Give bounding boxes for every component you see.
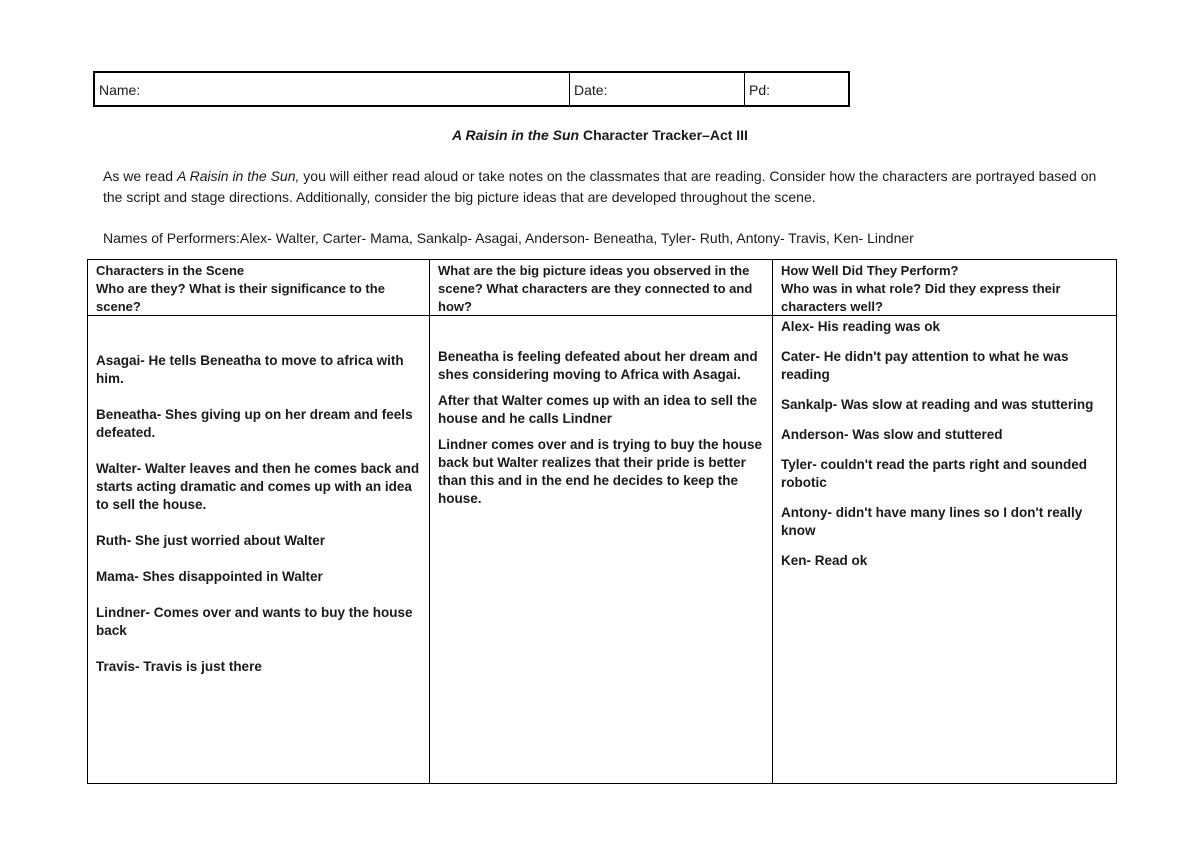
page-title (0, 127, 1200, 143)
period-field[interactable] (745, 73, 848, 105)
intro-book-name: A Raisin in the Sun, (176, 168, 300, 184)
performance-column (773, 260, 1116, 783)
performance-entry: Anderson- Was slow and stuttered (781, 427, 1003, 442)
characters-header-text: Characters in the Scene Who are they? What is their significance to the scene? (96, 263, 385, 314)
idea-entry: Beneatha is feeling defeated about her dream and shes considering moving to Africa with Asagai. (438, 349, 758, 382)
performance-header-text: How Well Did They Perform? Who was in what role? Did they express their characters well? (781, 263, 1061, 314)
characters-column-header (88, 260, 429, 316)
name-label: Name: (99, 82, 141, 98)
period-label: Pd: (749, 82, 771, 98)
character-entry: Beneatha- Shes giving up on her dream and feels defeated. (96, 407, 413, 440)
character-entry: Mama- Shes disappointed in Walter (96, 569, 323, 584)
characters-column-body[interactable] (88, 316, 429, 676)
character-entry: Ruth- She just worried about Walter (96, 533, 326, 548)
ideas-header-text: What are the big picture ideas you observed in the scene? What characters are they connected to and how? (438, 263, 753, 314)
character-entry: Walter- Walter leaves and then he comes back and starts acting dramatic and comes up with an idea to sell the house. (96, 461, 420, 512)
performance-entry: Antony- didn't have many lines so I don't really know (781, 505, 1083, 538)
student-info-table (93, 71, 850, 107)
title-rest: Character Tracker–Act III (579, 127, 748, 143)
title-book-name: A Raisin in the Sun (452, 127, 580, 143)
performance-entry: Sankalp- Was slow at reading and was stuttering (781, 397, 1094, 412)
date-label: Date: (574, 82, 608, 98)
performance-column-body[interactable] (773, 316, 1116, 570)
character-entry: Asagai- He tells Beneatha to move to africa with him. (96, 353, 404, 386)
performance-entry: Alex- His reading was ok (781, 319, 941, 334)
intro-before: As we read (103, 168, 177, 184)
name-field[interactable] (95, 73, 570, 105)
performance-entry: Ken- Read ok (781, 553, 868, 568)
character-entry: Travis- Travis is just there (96, 659, 262, 674)
idea-entry: After that Walter comes up with an idea to sell the house and he calls Lindner (438, 393, 758, 426)
performers-line: Names of Performers:Alex- Walter, Carter- Mama, Sankalp- Asagai, Anderson- Beneatha, Tyler- Ruth, Antony- Travis, Ken- Lindner (103, 230, 914, 246)
character-entry: Lindner- Comes over and wants to buy the house back (96, 605, 413, 638)
ideas-column (430, 260, 773, 783)
ideas-column-header (430, 260, 772, 316)
idea-entry: Lindner comes over and is trying to buy the house back but Walter realizes that their pride is better than this and in the end he decides to keep the house. (438, 437, 763, 506)
characters-column (88, 260, 430, 783)
performance-column-header (773, 260, 1116, 316)
performance-entry: Cater- He didn't pay attention to what he was reading (781, 349, 1069, 382)
tracker-table (87, 259, 1117, 784)
intro-after: you will either read aloud or take notes on the classmates that are reading. Consider how the characters are portrayed based on the script and stage directions. Additionally, consider the big picture ideas that are developed throughout the scene. (103, 168, 1097, 205)
performance-entry: Tyler- couldn't read the parts right and sounded robotic (781, 457, 1087, 490)
intro-paragraph (103, 166, 1103, 208)
date-field[interactable] (570, 73, 745, 105)
ideas-column-body[interactable] (430, 316, 772, 508)
